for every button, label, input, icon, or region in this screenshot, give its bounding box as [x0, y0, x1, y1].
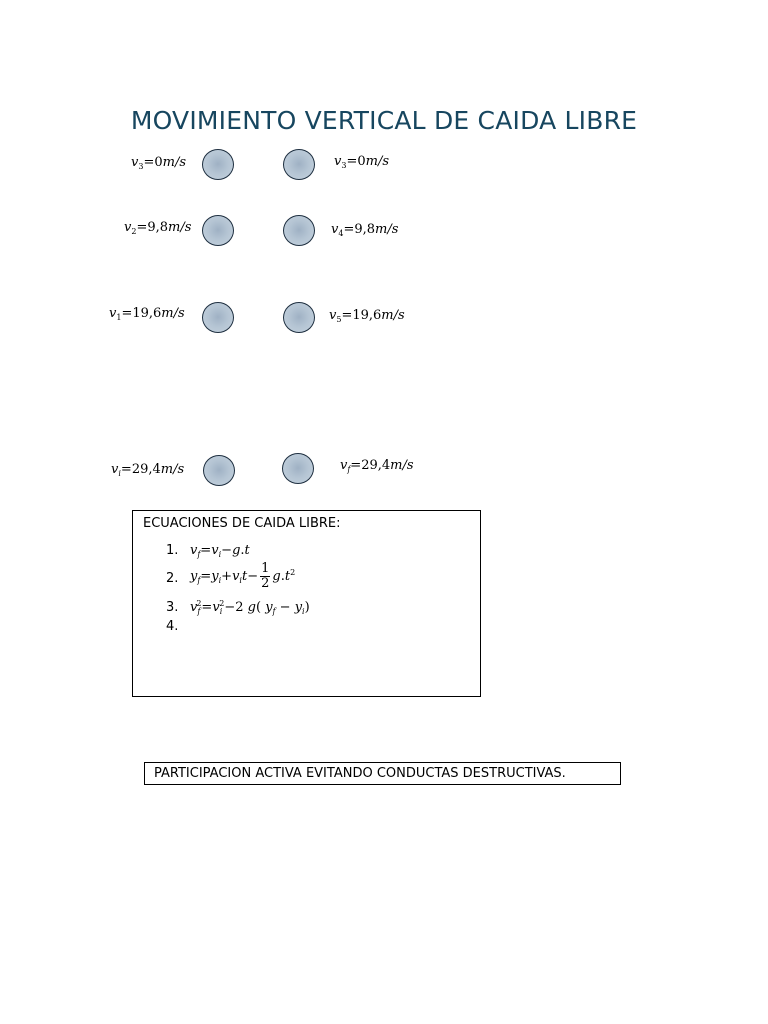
equation-2: $y_f=y_i+v_it-$ $\frac{1}{2}$ $g.t^2$: [190, 561, 296, 591]
ball-right-v4: [283, 215, 315, 246]
footer-banner: PARTICIPACION ACTIVA EVITANDO CONDUCTAS DESTRUCTIVAS.: [144, 762, 621, 785]
ball-left-v2: [202, 215, 234, 246]
equation-number-4: 4.: [166, 619, 179, 634]
ball-left-v1: [202, 302, 234, 333]
velocity-label-v5: $v_5=19,6m/s$: [329, 308, 405, 324]
equation-number-2: 2.: [166, 571, 179, 586]
ball-right-top: [283, 149, 315, 180]
equation-number-1: 1.: [166, 543, 179, 558]
equation-1: $v_f=v_i-g.t$: [190, 543, 250, 559]
velocity-label-v4: $v_4=9,8m/s$: [331, 222, 399, 238]
velocity-label-v1: $v_1=19,6m/s$: [109, 306, 185, 322]
equations-box: [132, 510, 481, 697]
equations-heading: ECUACIONES DE CAIDA LIBRE:: [143, 516, 341, 531]
ball-left-vi: [203, 455, 235, 486]
velocity-label-vi: $v_i=29,4m/s$: [111, 462, 185, 478]
velocity-label-v2: $v_2=9,8m/s$: [124, 220, 192, 236]
velocity-label-v3-right: $v_3=0m/s$: [334, 154, 390, 170]
ball-right-vf: [282, 453, 314, 484]
ball-left-top: [202, 149, 234, 180]
velocity-label-v3-left: $v_3=0m/s$: [131, 155, 187, 171]
ball-right-v5: [283, 302, 315, 333]
page-title: MOVIMIENTO VERTICAL DE CAIDA LIBRE: [130, 106, 638, 135]
velocity-label-vf: $v_f=29,4m/s$: [340, 458, 414, 474]
equation-3: $v_f^2=v_i^2-2$ g( $y_f - y_i$): [190, 599, 310, 616]
equation-number-3: 3.: [166, 600, 179, 615]
